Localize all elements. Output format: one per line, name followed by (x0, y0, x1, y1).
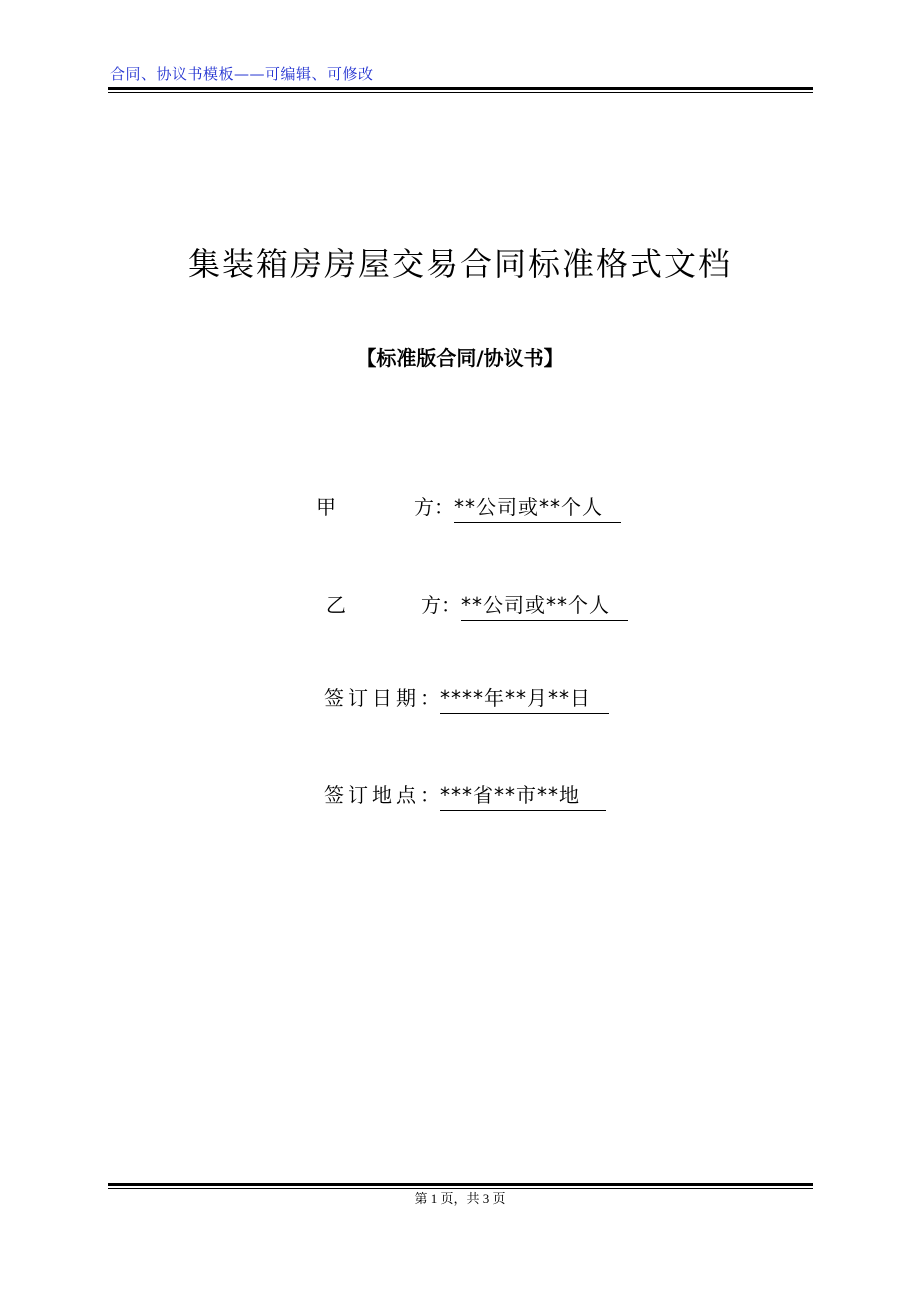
signing-date-colon: ： (420, 686, 440, 710)
party-a-colon: ： (434, 495, 454, 519)
signing-place-value[interactable]: ***省**市**地 (440, 780, 606, 811)
party-a-field (316, 492, 621, 523)
party-b-colon: ： (441, 593, 461, 617)
party-a-label (316, 492, 434, 522)
header-rule (108, 87, 813, 92)
document-subtitle: 【标准版合同/协议书】 (356, 346, 564, 370)
signing-place-label: 签订地点 (324, 783, 420, 807)
party-b-label-char-1: 乙 (326, 593, 346, 617)
signing-date-label: 签订日期 (324, 686, 420, 710)
party-b-label (326, 590, 441, 620)
footer-rule (108, 1183, 813, 1188)
signing-place-field (324, 780, 606, 811)
party-b-label-char-2: 方 (421, 593, 441, 617)
party-a-label-char-2: 方 (414, 495, 434, 519)
party-a-value[interactable]: **公司或**个人 (454, 492, 621, 523)
party-a-label-char-1: 甲 (316, 495, 336, 519)
page-number: 第 1 页，共 3 页 (414, 1191, 506, 1206)
signing-place-colon: ： (420, 783, 440, 807)
document-title: 集装箱房房屋交易合同标准格式文档 (187, 245, 732, 283)
signing-date-value[interactable]: ****年**月**日 (440, 683, 609, 714)
party-b-value[interactable]: **公司或**个人 (461, 590, 628, 621)
signing-date-field (324, 683, 609, 714)
header-caption: 合同、协议书模板——可编辑、可修改 (110, 65, 374, 83)
party-b-field (326, 590, 628, 621)
